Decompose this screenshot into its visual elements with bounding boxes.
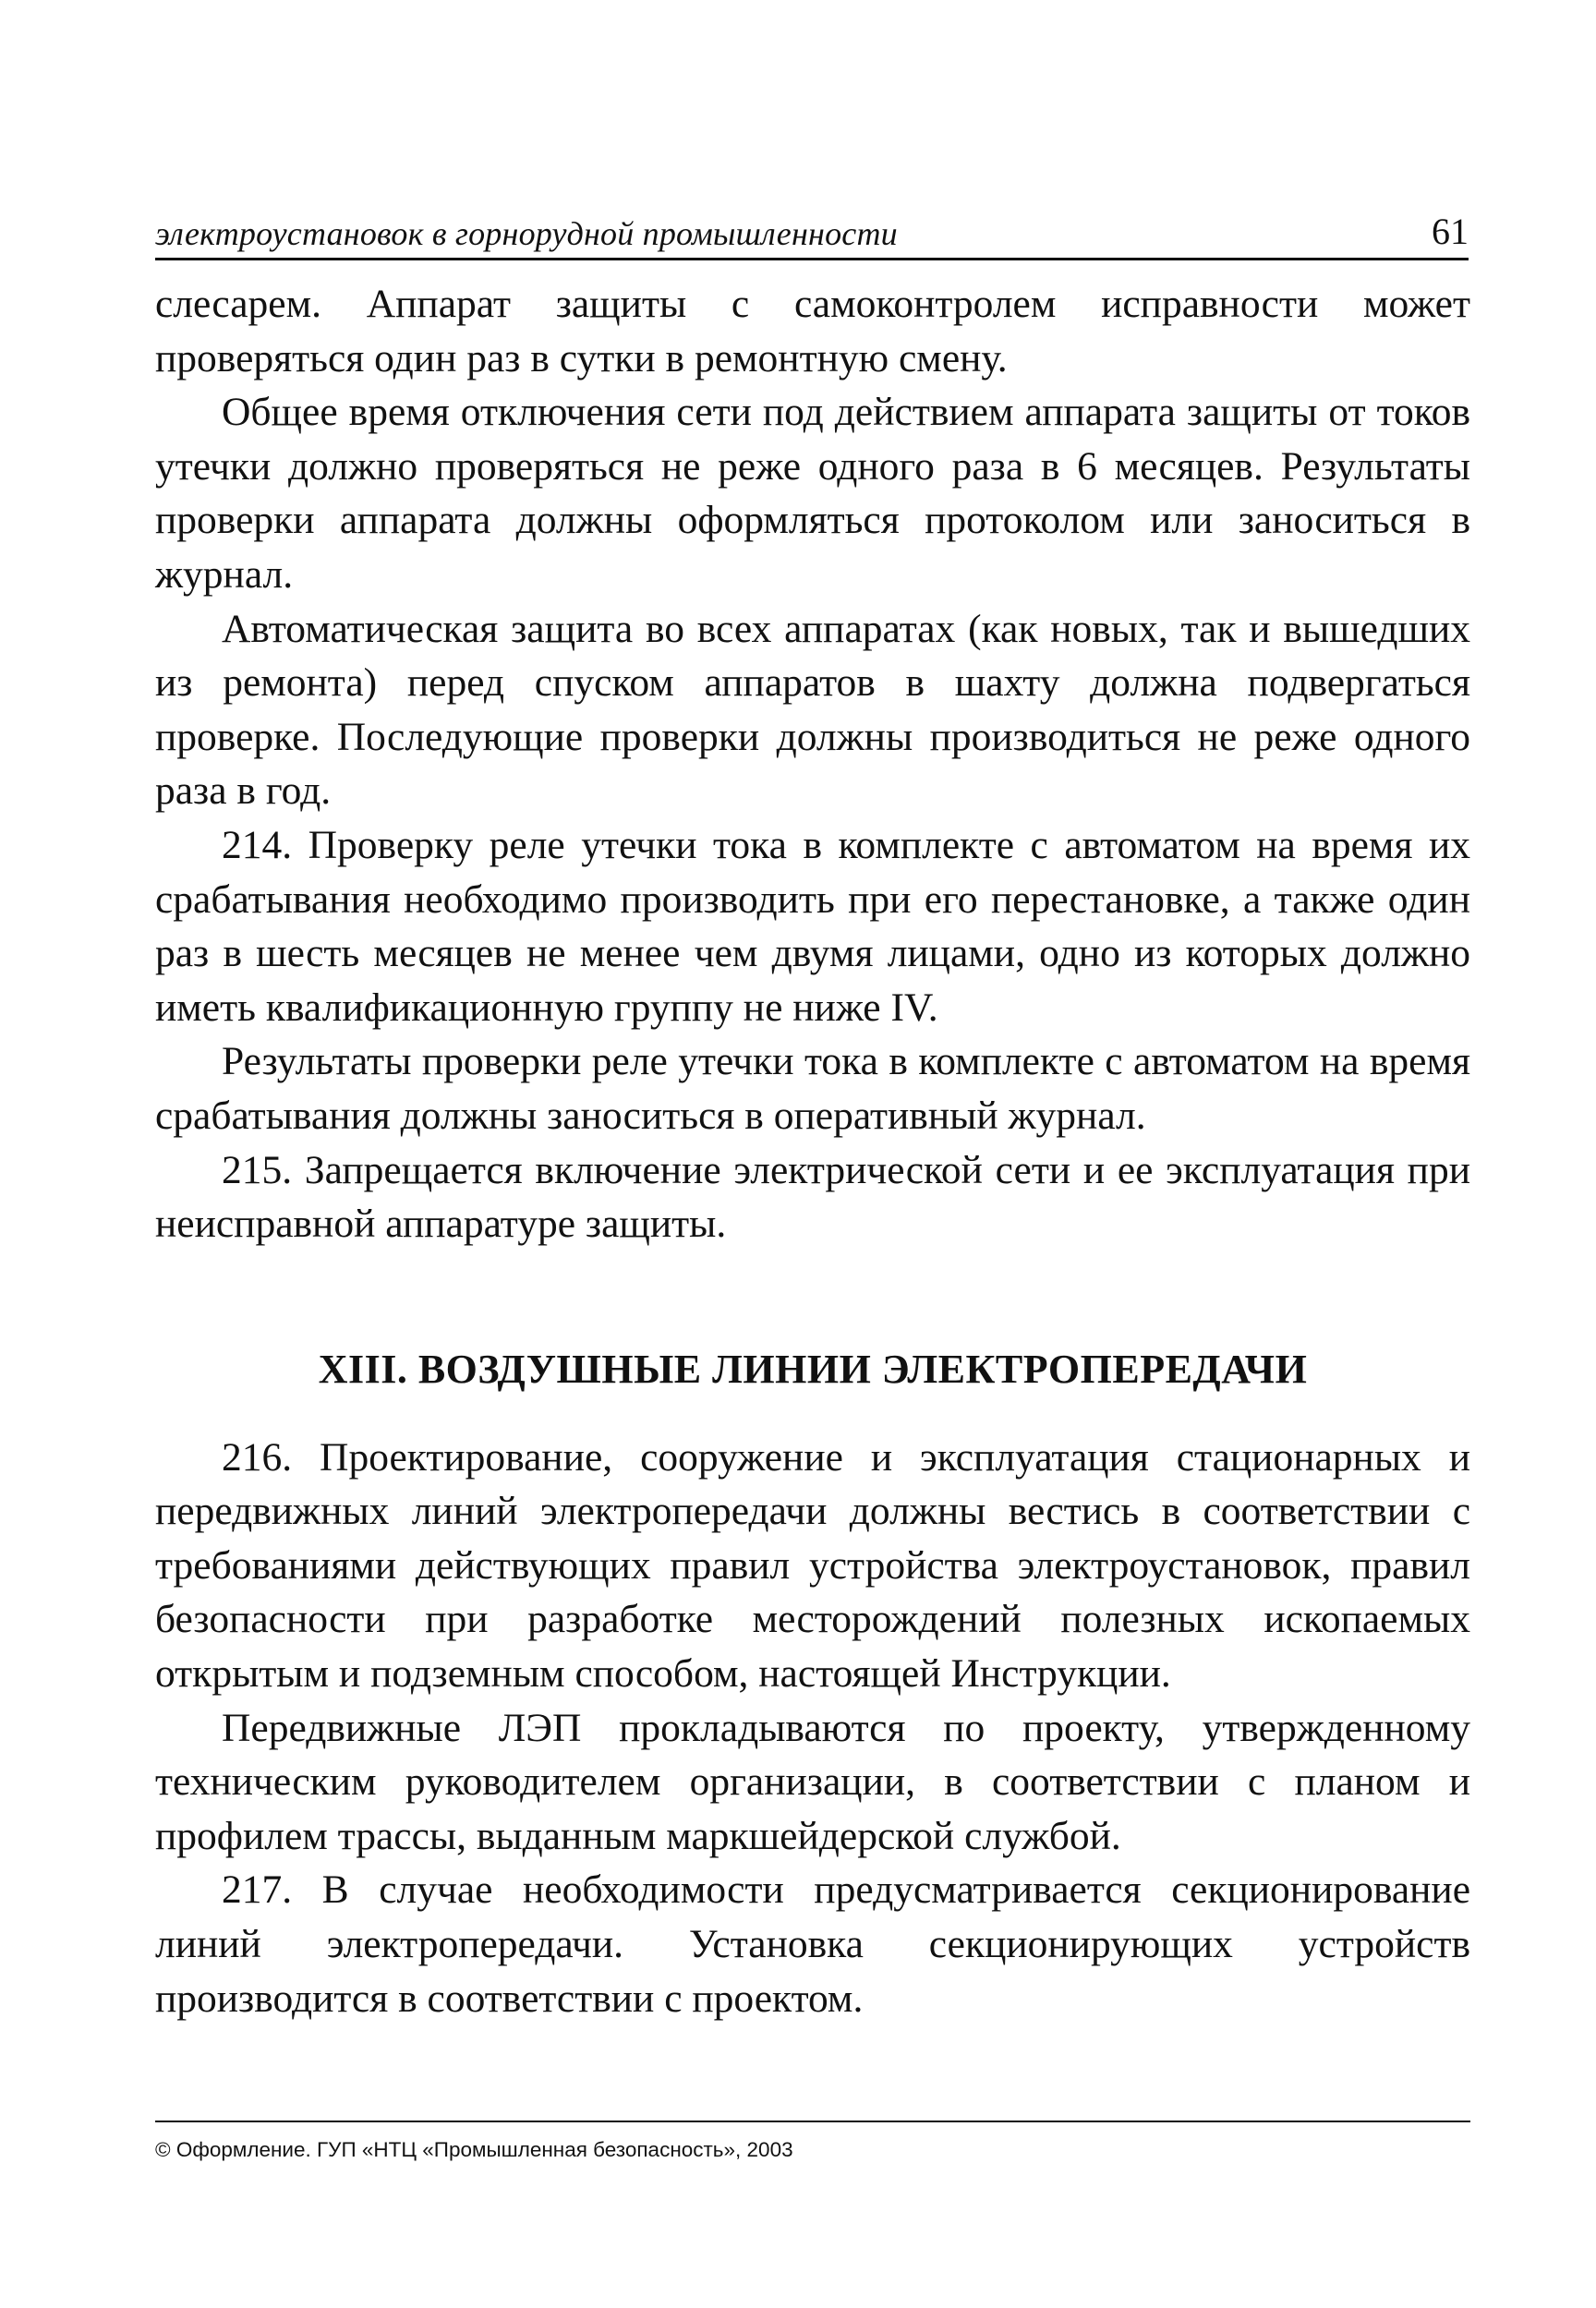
paragraph-217: 217. В случае необходимости предусматривается секционирование линий электропередачи. Установка секционирующих устройств производится в соответствии с проектом. [155,1867,1470,2021]
section-heading: XIII. ВОЗДУШНЫЕ ЛИНИИ ЭЛЕКТРОПЕРЕДАЧИ [318,1346,1308,1392]
body-text [155,277,1470,2025]
running-title: электроустановок в горнорудной промышленности [155,215,898,252]
paragraph: Общее время отключения сети под действием аппарата защиты от токов утечки должно проверяться не реже одного раза в 6 месяцев. Результаты проверки аппарата должны оформляться протоколом или заноситься в журнал. [155,390,1470,597]
running-header [155,209,1469,260]
paragraph-continuation: слесарем. Аппарат защиты с самоконтролем исправности может проверяться один раз в сутки в ремонтную смену. [155,282,1470,381]
footer-copyright: © Оформление. ГУП «НТЦ «Промышленная безопасность», 2003 [155,2138,793,2161]
footer-divider [155,2121,1470,2122]
page-number: 61 [1432,211,1469,252]
header-divider [155,258,1469,260]
paragraph-216: 216. Проектирование, сооружение и эксплуатация стационарных и передвижных линий электропередачи должны вестись в соответствии с требованиями действующих правил устройства электроустановок, правил безопасности при разработке месторождений полезных ископаемых открытым и подземным способом, настоящей Инструкции. [155,1434,1470,1697]
paragraph-214: 214. Проверку реле утечки тока в комплекте с автоматом на время их срабатывания необходимо производить при его перестановке, а также один раз в шесть месяцев не менее чем двумя лицами, одно из которых должно иметь квалификационную группу не ниже IV. [155,822,1470,1030]
paragraph: Передвижные ЛЭП прокладываются по проекту, утвержденному техническим руководителем организации, в соответствии с планом и профилем трассы, выданным маркшейдерской службой. [155,1705,1470,1858]
paragraph: Результаты проверки реле утечки тока в комплекте с автоматом на время срабатывания должны заноситься в оперативный журнал. [155,1039,1470,1138]
paragraph-215: 215. Запрещается включение электрической сети и ее эксплуатация при неисправной аппаратуре защиты. [155,1147,1470,1247]
paragraph: Автоматическая защита во всех аппаратах (как новых, так и вышедших из ремонта) перед спуском аппаратов в шахту должна подвергаться проверке. Последующие проверки должны производиться не реже одного раза в год. [155,606,1470,814]
